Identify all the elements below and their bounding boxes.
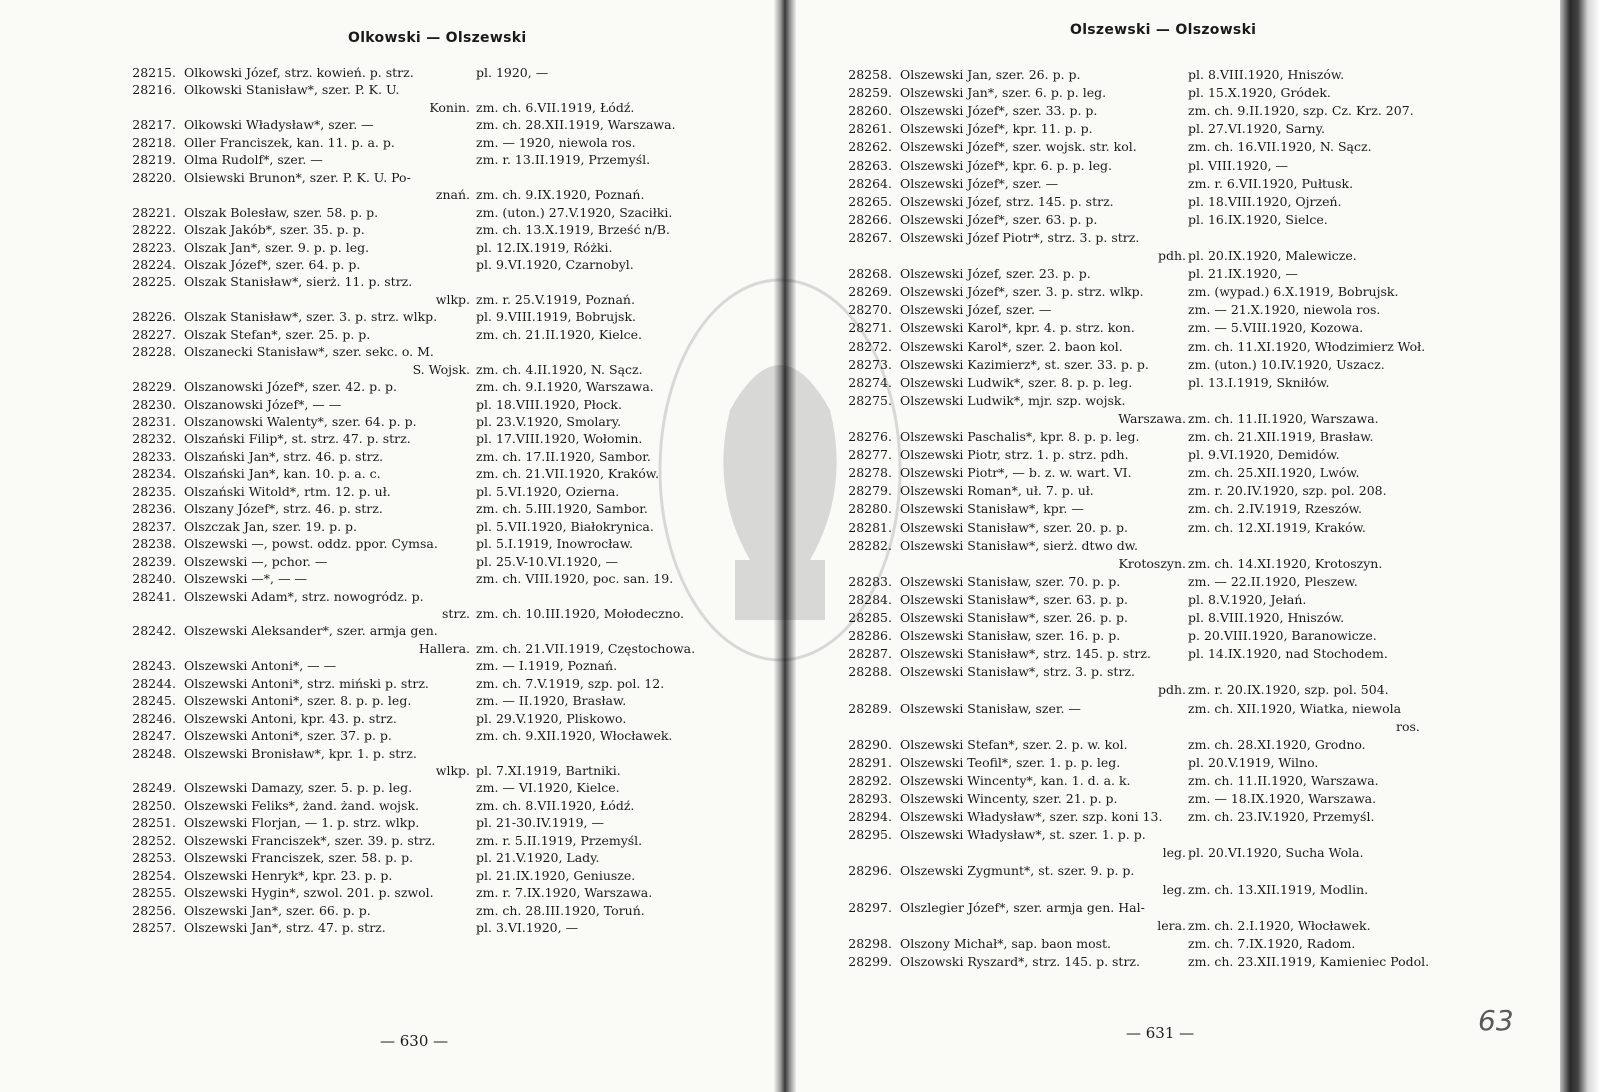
entry-number: 28260. <box>848 103 892 119</box>
entry-number: 28268. <box>848 266 892 282</box>
entry-death-record: zm. ch. 8.VII.1920, Łódź. <box>476 797 635 813</box>
entry-death-record: pl. 12.IX.1919, Różki. <box>476 239 613 255</box>
entry-name: Olszewski Antoni*, — — <box>184 658 337 674</box>
entry-number: 28234. <box>132 466 176 482</box>
entry-name: Olszewski Józef*, szer. 33. p. p. <box>900 103 1098 119</box>
entry-name-continuation: Konin. <box>429 99 470 115</box>
entry-name: Olszewski Józef, szer. 23. p. p. <box>900 266 1091 282</box>
entry-continuation <box>120 605 720 623</box>
handwritten-page-number: 63 <box>1478 1004 1514 1037</box>
entry-continuation <box>120 640 720 658</box>
entry-number: 28278. <box>848 465 892 481</box>
entry-continuation <box>836 410 1436 428</box>
entry-death-record: zm. ch. 10.III.1920, Mołodeczno. <box>476 605 685 621</box>
entry-name: Olszewski Józef*, kpr. 6. p. p. leg. <box>900 157 1112 173</box>
entry-death-record: pl. 17.VIII.1920, Wołomin. <box>476 431 643 447</box>
entry-death-record: zm. ch. 9.II.1920, szp. Cz. Krz. 207. <box>1188 103 1414 119</box>
entry-number: 28225. <box>132 274 176 290</box>
entry-name: Olszak Józef*, szer. 64. p. p. <box>184 256 361 272</box>
entry-name-continuation: lera. <box>1157 917 1186 933</box>
entry-death-record: pl. 21.V.1920, Lady. <box>476 850 600 866</box>
entry-number: 28238. <box>132 536 176 552</box>
entry-death-record: zm. ch. 17.II.1920, Sambor. <box>476 448 651 464</box>
entry-death-record: zm. ch. 21.VII.1920, Kraków. <box>476 466 659 482</box>
entry-number: 28293. <box>848 791 892 806</box>
entry-continuation <box>120 99 720 117</box>
entry-name: Olszewski Stanisław*, sierż. dtwo dw. <box>900 537 1138 553</box>
entry-name: Olszewski Stanisław*, szer. 26. p. p. <box>900 610 1128 625</box>
entry-number: 28219. <box>132 152 176 168</box>
entry-name: Olszanowski Józef*, — — <box>184 396 342 412</box>
entry-death-record: pl. 5.VII.1920, Białokrynica. <box>476 518 654 534</box>
entry-death-record: zm. ch. 7.V.1919, szp. pol. 12. <box>476 675 665 691</box>
entry-death-record: pl. 7.XI.1919, Bartniki. <box>476 763 621 778</box>
entry-name: Olszak Jan*, szer. 9. p. p. leg. <box>184 239 370 255</box>
entry-name: Olszewski Karol*, kpr. 4. p. strz. kon. <box>900 320 1135 336</box>
entry-name: Olszewski Florjan, — 1. p. strz. wlkp. <box>184 815 420 831</box>
entry-name: Olszczak Jan, szer. 19. p. p. <box>184 518 358 534</box>
entry-death-record: zm. r. 5.II.1919, Przemyśl. <box>476 832 643 848</box>
entry-name: Olszewski Jan*, szer. 6. p. p. leg. <box>900 85 1107 101</box>
entry-number: 28218. <box>132 134 176 150</box>
entry-name: Olszanowski Walenty*, szer. 64. p. p. <box>184 414 417 429</box>
page-number-right: — 631 — <box>1126 1024 1195 1042</box>
entry-name: Olszewski Józef*, szer. 63. p. p. <box>900 211 1098 227</box>
entry-name: Olszewski Roman*, uł. 7. p. uł. <box>900 483 1094 499</box>
entry-death-record: zm. (wypad.) 6.X.1919, Bobrujsk. <box>1188 284 1399 300</box>
entry-name-continuation: strz. <box>442 605 470 621</box>
entry-death-record: pl. 8.VIII.1920, Hniszów. <box>1188 610 1345 625</box>
entry-name: Olszewski Kazimierz*, st. szer. 33. p. p. <box>900 356 1149 372</box>
entry-number: 28231. <box>132 414 176 429</box>
entry-number: 28246. <box>132 710 176 726</box>
entry-continuation <box>836 718 1556 736</box>
entry-name: Olszewski Piotr, strz. 1. p. strz. pdh. <box>900 447 1129 463</box>
entry-death-record: pl. 23.V.1920, Smolary. <box>476 414 622 429</box>
entry-death-record: zm. r. 25.V.1919, Poznań. <box>476 291 635 307</box>
entry-name: Olszewski Henryk*, kpr. 23. p. p. <box>184 867 393 883</box>
entry-name: Olszewski Stanisław*, kpr. — <box>900 501 1084 517</box>
entry-death-record: zm. ch. 4.II.1920, N. Sącz. <box>476 361 643 377</box>
entry-death-record: zm. ch. 9.I.1920, Warszawa. <box>476 379 654 395</box>
entry-number: 28251. <box>132 815 176 831</box>
entry-name: Olszewski Stanisław, szer. 16. p. p. <box>900 628 1121 644</box>
entry-death-record: pl. 8.V.1920, Jełań. <box>1188 591 1307 607</box>
entry-number: 28247. <box>132 728 176 744</box>
entry-name: Olszewski Adam*, strz. nowogródz. p. <box>184 588 424 604</box>
entry-name-continuation: Krotoszyn. <box>1118 555 1186 571</box>
entry-name: Olszewski Stefan*, szer. 2. p. w. kol. <box>900 736 1128 752</box>
entry-death-record: zm. r. 20.IV.1920, szp. pol. 208. <box>1188 483 1387 499</box>
entry-death-record: zm. ch. 7.IX.1920, Radom. <box>1188 935 1356 951</box>
running-head-left: Olkowski — Olszewski <box>348 30 527 46</box>
entry-death-record: zm. ch. 2.IV.1919, Rzeszów. <box>1188 501 1362 517</box>
entry-number: 28259. <box>848 85 892 101</box>
entry-number: 28298. <box>848 935 892 951</box>
entry-name: Olszewski Józef*, szer. 3. p. strz. wlkp. <box>900 284 1144 300</box>
entry-death-record: zm. ch. 2.I.1920, Włocławek. <box>1188 917 1371 933</box>
entry-number: 28281. <box>848 519 892 535</box>
entry-name: Olszewski Antoni, kpr. 43. p. strz. <box>184 710 397 726</box>
entry-death-record: zm. ch. 11.II.1920, Warszawa. <box>1188 410 1379 426</box>
entry-name: Olszewski Józef, szer. — <box>900 302 1052 318</box>
entry-name: Olszewski Feliks*, żand. żand. wojsk. <box>184 797 420 813</box>
entry-number: 28273. <box>848 356 892 372</box>
entry-number: 28291. <box>848 754 892 770</box>
entry-number: 28294. <box>848 809 892 825</box>
entry-death-record: pl. 27.VI.1920, Sarny. <box>1188 121 1325 137</box>
entry-death-record: zm. r. 7.IX.1920, Warszawa. <box>476 885 653 901</box>
entry-death-record: pl. 9.VIII.1919, Bobrujsk. <box>476 309 637 325</box>
entry-number: 28274. <box>848 374 892 390</box>
entry-death-record: pl. 14.IX.1920, nad Stochodem. <box>1188 646 1388 662</box>
entry-name: Olszak Stefan*, szer. 25. p. p. <box>184 326 371 342</box>
entry-death-record: pl. 9.VI.1920, Demidów. <box>1188 447 1340 463</box>
entry-name: Olkowski Władysław*, szer. — <box>184 117 374 133</box>
entry-number: 28216. <box>132 82 176 98</box>
entry-number: 28279. <box>848 483 892 499</box>
entry-death-record: pl. VIII.1920, — <box>1188 157 1289 173</box>
entry-death-record: zm. ch. 21.XII.1919, Brasław. <box>1188 429 1374 444</box>
entry-death-record: pl. 29.V.1920, Pliskowo. <box>476 710 627 726</box>
entry-name: Olszewski Stanisław*, szer. 20. p. p. <box>900 519 1128 535</box>
entry-number: 28289. <box>848 700 892 716</box>
entry-number: 28250. <box>132 797 176 813</box>
entry-death-record: zm. ch. 6.VII.1919, Łódź. <box>476 99 635 115</box>
entry-death-record: zm. — 1920, niewola ros. <box>476 134 636 150</box>
entry-name: Olma Rudolf*, szer. — <box>184 152 323 168</box>
entry-death-record: pl. 15.X.1920, Gródek. <box>1188 85 1331 101</box>
entry-name: Olszewski Franciszek, szer. 58. p. p. <box>184 850 414 866</box>
entry-death-record: zm. (uton.) 27.V.1920, Szaciłki. <box>476 204 673 220</box>
entry-number: 28223. <box>132 239 176 255</box>
entry-number: 28280. <box>848 501 892 517</box>
entry-name: Olszewski Władysław*, szer. szp. koni 13. <box>900 809 1163 825</box>
entry-name: Olszewski Damazy, szer. 5. p. p. leg. <box>184 780 413 796</box>
entry-name: Olszak Bolesław, szer. 58. p. p. <box>184 204 379 220</box>
entry-death-record: zm. — I.1919, Poznań. <box>476 658 618 674</box>
entry-number: 28267. <box>848 229 892 245</box>
entry-death-record: pl. 3.VI.1920, — <box>476 920 579 936</box>
entry-number: 28296. <box>848 863 892 879</box>
entry-death-record: pl. 1920, — <box>476 65 549 80</box>
entry-number: 28215. <box>132 65 176 80</box>
entry-name: Olszewski Józef*, kpr. 11. p. p. <box>900 121 1093 137</box>
entry-name: Olszewski —, powst. oddz. ppor. Cymsa. <box>184 536 438 552</box>
entry-number: 28243. <box>132 658 176 674</box>
entry-name: Olszak Stanisław*, szer. 3. p. strz. wlkp. <box>184 309 438 325</box>
entry-name: Olszewski Zygmunt*, st. szer. 9. p. p. <box>900 863 1135 879</box>
entry-number: 28249. <box>132 780 176 796</box>
entry-number: 28224. <box>132 256 176 272</box>
entry-number: 28230. <box>132 396 176 412</box>
entry-name: Olszewski Hygin*, szwol. 201. p. szwol. <box>184 885 434 901</box>
entry-death-record: zm. — 21.X.1920, niewola ros. <box>1188 302 1381 318</box>
entry-number: 28248. <box>132 745 176 761</box>
entry-number: 28256. <box>132 902 176 918</box>
entry-number: 28233. <box>132 448 176 464</box>
entry-death-record: zm. ch. 13.XII.1919, Modlin. <box>1188 881 1369 897</box>
entry-name: Olszewski Józef*, szer. — <box>900 175 1059 191</box>
entry-number: 28284. <box>848 591 892 607</box>
entry-number: 28264. <box>848 175 892 191</box>
entry-name: Olszewski Stanisław*, strz. 3. p. strz. <box>900 664 1135 680</box>
entry-name-continuation: Warszawa. <box>1118 410 1186 426</box>
entry-number: 28217. <box>132 117 176 133</box>
entry-number: 28239. <box>132 553 176 569</box>
entry-number: 28258. <box>848 67 892 82</box>
entry-continuation <box>120 291 720 309</box>
entry-death-record: pl. 8.VIII.1920, Hniszów. <box>1188 67 1345 82</box>
left-page <box>0 0 782 1092</box>
entry-number: 28220. <box>132 169 176 185</box>
entry-death-record: zm. r. 6.VII.1920, Pułtusk. <box>1188 175 1354 191</box>
entry-continuation <box>120 186 720 204</box>
entry-name: Olszany Józef*, strz. 46. p. strz. <box>184 501 383 517</box>
entry-name: Olszewski Jan, szer. 26. p. p. <box>900 67 1081 82</box>
entry-name: Olszewski Piotr*, — b. z. w. wart. VI. <box>900 465 1132 481</box>
entry-number: 28266. <box>848 211 892 227</box>
entry-death-record: zm. ch. 16.VII.1920, N. Sącz. <box>1188 139 1372 155</box>
entry-death-record: zm. ch. 28.XI.1920, Grodno. <box>1188 736 1366 752</box>
entry-number: 28241. <box>132 588 176 604</box>
entry-number: 28286. <box>848 628 892 644</box>
entry-name: Olszewski Antoni*, strz. miński p. strz. <box>184 675 429 691</box>
book-gutter <box>774 0 796 1092</box>
entry-death-record: pl. 21.IX.1920, Geniusze. <box>476 867 636 883</box>
entry-number: 28288. <box>848 664 892 680</box>
entry-death-record: zm. ch. 9.XII.1920, Włocławek. <box>476 728 673 744</box>
entry-name: Olszański Witold*, rtm. 12. p. uł. <box>184 483 391 499</box>
entry-name-continuation: Hallera. <box>418 640 470 656</box>
entry-name: Olszewski Jan*, szer. 66. p. p. <box>184 902 371 918</box>
entry-name: Olszewski Stanisław*, szer. 63. p. p. <box>900 591 1128 607</box>
entry-continuation <box>836 881 1436 899</box>
entry-name: Olszak Jakób*, szer. 35. p. p. <box>184 222 365 238</box>
entry-number: 28228. <box>132 344 176 360</box>
entry-name: Olsiewski Brunon*, szer. P. K. U. Po- <box>184 169 411 185</box>
entry-death-record: pl. 16.IX.1920, Sielce. <box>1188 211 1328 227</box>
entry-number: 28276. <box>848 429 892 444</box>
entry-name: Olszewski Paschalis*, kpr. 8. p. p. leg. <box>900 429 1140 444</box>
entry-name: Olszewski —, pchor. — <box>184 553 328 569</box>
entry-name: Olszewski Aleksander*, szer. armja gen. <box>184 623 438 639</box>
entry-number: 28271. <box>848 320 892 336</box>
entry-death-record: zm. ch. VIII.1920, poc. san. 19. <box>476 571 674 587</box>
entry-death-record: zm. ch. 25.XII.1920, Lwów. <box>1188 465 1360 481</box>
entry-death-record: pl. 21.IX.1920, — <box>1188 266 1298 282</box>
entry-death-record: zm. ch. 5.III.1920, Sambor. <box>476 501 648 517</box>
entry-number: 28262. <box>848 139 892 155</box>
entry-number: 28299. <box>848 953 892 969</box>
entry-death-record: zm. ch. XII.1920, Wiatka, niewola <box>1188 700 1402 716</box>
entry-number: 28283. <box>848 573 892 589</box>
entry-number: 28277. <box>848 447 892 463</box>
entry-name: Olszewski Józef, strz. 145. p. strz. <box>900 193 1114 209</box>
entry-death-record: zm. ch. 21.II.1920, Kielce. <box>476 326 642 342</box>
entry-name: Olszlegier Józef*, szer. armja gen. Hal- <box>900 899 1145 915</box>
entry-death-record: zm. ch. 13.X.1919, Brześć n/B. <box>476 222 670 238</box>
entry-death-record: zm. ch. 28.III.1920, Toruń. <box>476 902 645 918</box>
entry-death-record: pl. 18.VIII.1920, Płock. <box>476 396 622 412</box>
entry-death-record: pl. 20.VI.1920, Sucha Wola. <box>1188 845 1364 861</box>
entry-number: 28287. <box>848 646 892 662</box>
entry-number: 28295. <box>848 827 892 843</box>
entry-number: 28263. <box>848 157 892 173</box>
entry-number: 28257. <box>132 920 176 936</box>
running-head-right: Olszewski — Olszowski <box>1070 22 1257 38</box>
entry-number: 28255. <box>132 885 176 901</box>
entry-death-record: zm. r. 13.II.1919, Przemyśl. <box>476 152 651 168</box>
entry-name: Olszewski Wincenty*, kan. 1. d. a. k. <box>900 772 1131 788</box>
entry-name: Olszański Filip*, st. strz. 47. p. strz. <box>184 431 411 447</box>
entry-number: 28221. <box>132 204 176 220</box>
entry-death-record: pl. 20.V.1919, Wilno. <box>1188 754 1319 770</box>
entry-death-record: pl. 9.VI.1920, Czarnobyl. <box>476 256 634 272</box>
entry-name-continuation: wlkp. <box>435 763 470 778</box>
entry-continuation <box>836 844 1436 862</box>
entry-name: Olszewski Jan*, strz. 47. p. strz. <box>184 920 386 936</box>
entry-number: 28261. <box>848 121 892 137</box>
entry-death-record: zm. ch. 11.XI.1920, Włodzimierz Woł. <box>1188 338 1426 354</box>
entry-name: Olszewski —*, — — <box>184 571 307 587</box>
page-number-left: — 630 — <box>380 1032 449 1050</box>
entry-name: Olszewski Ludwik*, mjr. szp. wojsk. <box>900 392 1126 408</box>
entry-name-continuation: leg. <box>1162 881 1186 897</box>
entry-death-record: pl. 5.VI.1920, Ozierna. <box>476 483 620 499</box>
entry-name: Olszański Jan*, kan. 10. p. a. c. <box>184 466 381 482</box>
entry-name: Olkowski Józef, strz. kowień. p. strz. <box>184 65 414 80</box>
entry-number: 28229. <box>132 379 176 395</box>
entry-death-record: zm. ch. 23.IV.1920, Przemyśl. <box>1188 809 1375 825</box>
entry-continuation <box>836 247 1436 265</box>
entry-number: 28235. <box>132 483 176 499</box>
entry-death-record: zm. — 18.IX.1920, Warszawa. <box>1188 791 1377 806</box>
entry-name: Olszewski Wincenty, szer. 21. p. p. <box>900 791 1118 806</box>
entry-death-record: zm. ch. 21.VII.1919, Częstochowa. <box>476 640 696 656</box>
scan-edge <box>1560 0 1600 1092</box>
entry-name: Olszanecki Stanisław*, szer. sekc. o. M. <box>184 344 434 360</box>
entry-name: Olszanowski Józef*, szer. 42. p. p. <box>184 379 398 395</box>
entry-death-record: zm. ch. 11.II.1920, Warszawa. <box>1188 772 1379 788</box>
entry-name: Olszewski Stanisław, szer. 70. p. p. <box>900 573 1121 589</box>
entry-name: Olszewski Antoni*, szer. 8. p. p. leg. <box>184 693 412 709</box>
entry-death-record: pl. 25.V-10.VI.1920, — <box>476 553 619 569</box>
right-page <box>782 0 1564 1092</box>
entry-name: Olszewski Stanisław, szer. — <box>900 700 1081 716</box>
entry-number: 28242. <box>132 623 176 639</box>
entry-death-record: zm. ch. 14.XI.1920, Krotoszyn. <box>1188 555 1383 571</box>
entry-name-continuation: pdh. <box>1157 248 1186 263</box>
entry-number: 28222. <box>132 222 176 238</box>
entry-continuation <box>836 681 1436 699</box>
entry-number: 28253. <box>132 850 176 866</box>
entry-number: 28297. <box>848 899 892 915</box>
entry-death-record: pl. 21-30.IV.1919, — <box>476 815 604 831</box>
entry-death-record: pl. 5.I.1919, Inowrocław. <box>476 536 633 552</box>
entry-death-record: zm. — 22.II.1920, Pleszew. <box>1188 573 1358 589</box>
entry-death-record: pl. 20.IX.1920, Malewicze. <box>1188 248 1357 263</box>
entry-name: Olszewski Józef Piotr*, strz. 3. p. strz. <box>900 229 1140 245</box>
entry-number: 28290. <box>848 736 892 752</box>
entry-number: 28240. <box>132 571 176 587</box>
entry-name-continuation: znań. <box>435 187 470 203</box>
entry-name: Olszewski Stanisław*, strz. 145. p. strz. <box>900 646 1151 662</box>
entry-number: 28226. <box>132 309 176 325</box>
entry-number: 28236. <box>132 501 176 517</box>
entry-continuation <box>120 762 720 780</box>
entry-number: 28254. <box>132 867 176 883</box>
entry-number: 28252. <box>132 832 176 848</box>
entry-number: 28237. <box>132 518 176 534</box>
entry-name: Olszewski Antoni*, szer. 37. p. p. <box>184 728 392 744</box>
entry-number: 28227. <box>132 326 176 342</box>
entry-name-continuation: leg. <box>1162 845 1186 861</box>
entry-number: 28275. <box>848 392 892 408</box>
entry-name: Olszowski Ryszard*, strz. 145. p. strz. <box>900 953 1140 969</box>
entry-continuation <box>120 361 720 379</box>
entry-number: 28265. <box>848 193 892 209</box>
entry-name-continuation: wlkp. <box>435 291 470 307</box>
entry-number: 28285. <box>848 610 892 625</box>
entry-death-record: zm. — II.1920, Brasław. <box>476 693 627 709</box>
entry-number: 28282. <box>848 537 892 553</box>
entry-death-continuation: ros. <box>1396 718 1420 734</box>
entry-name: Olszewski Ludwik*, szer. 8. p. p. leg. <box>900 374 1133 390</box>
entry-death-record: zm. ch. 28.XII.1919, Warszawa. <box>476 117 676 133</box>
entry-name-continuation: S. Wojsk. <box>412 361 470 377</box>
entry-number: 28272. <box>848 338 892 354</box>
entry-death-record: pl. 18.VIII.1920, Ojrzeń. <box>1188 193 1342 209</box>
entry-number: 28269. <box>848 284 892 300</box>
entry-name: Olszak Stanisław*, sierż. 11. p. strz. <box>184 274 413 290</box>
entry-number: 28244. <box>132 675 176 691</box>
entry-death-record: zm. ch. 9.IX.1920, Poznań. <box>476 187 645 203</box>
entry-death-record: pl. 13.I.1919, Skniłów. <box>1188 374 1330 390</box>
entry-death-record: zm. — 5.VIII.1920, Kozowa. <box>1188 320 1364 336</box>
entry-number: 28292. <box>848 772 892 788</box>
entry-number: 28245. <box>132 693 176 709</box>
entry-death-record: zm. r. 20.IX.1920, szp. pol. 504. <box>1188 682 1389 698</box>
entry-name: Olszony Michał*, sap. baon most. <box>900 935 1112 951</box>
entry-name: Oller Franciszek, kan. 11. p. a. p. <box>184 134 395 150</box>
entry-death-record: zm. ch. 12.XI.1919, Kraków. <box>1188 519 1366 535</box>
entry-death-record: zm. (uton.) 10.IV.1920, Uszacz. <box>1188 356 1385 372</box>
entry-death-record: p. 20.VIII.1920, Baranowicze. <box>1188 628 1377 644</box>
entry-name: Olszański Jan*, strz. 46. p. strz. <box>184 448 384 464</box>
entry-name: Olszewski Józef*, szer. wojsk. str. kol. <box>900 139 1137 155</box>
entry-name: Olkowski Stanisław*, szer. P. K. U. <box>184 82 400 98</box>
entry-number: 28232. <box>132 431 176 447</box>
entry-name: Olszewski Bronisław*, kpr. 1. p. strz. <box>184 745 417 761</box>
entry-death-record: zm. — VI.1920, Kielce. <box>476 780 620 796</box>
entry-number: 28270. <box>848 302 892 318</box>
entry-name: Olszewski Karol*, szer. 2. baon kol. <box>900 338 1123 354</box>
entry-continuation <box>836 555 1436 573</box>
entry-continuation <box>836 917 1436 935</box>
entry-name: Olszewski Władysław*, st. szer. 1. p. p. <box>900 827 1146 843</box>
entry-name: Olszewski Franciszek*, szer. 39. p. strz. <box>184 832 436 848</box>
entry-name: Olszewski Teofil*, szer. 1. p. p. leg. <box>900 754 1121 770</box>
entry-death-record: zm. ch. 23.XII.1919, Kamieniec Podol. <box>1188 953 1430 969</box>
entry-name-continuation: pdh. <box>1157 682 1186 698</box>
